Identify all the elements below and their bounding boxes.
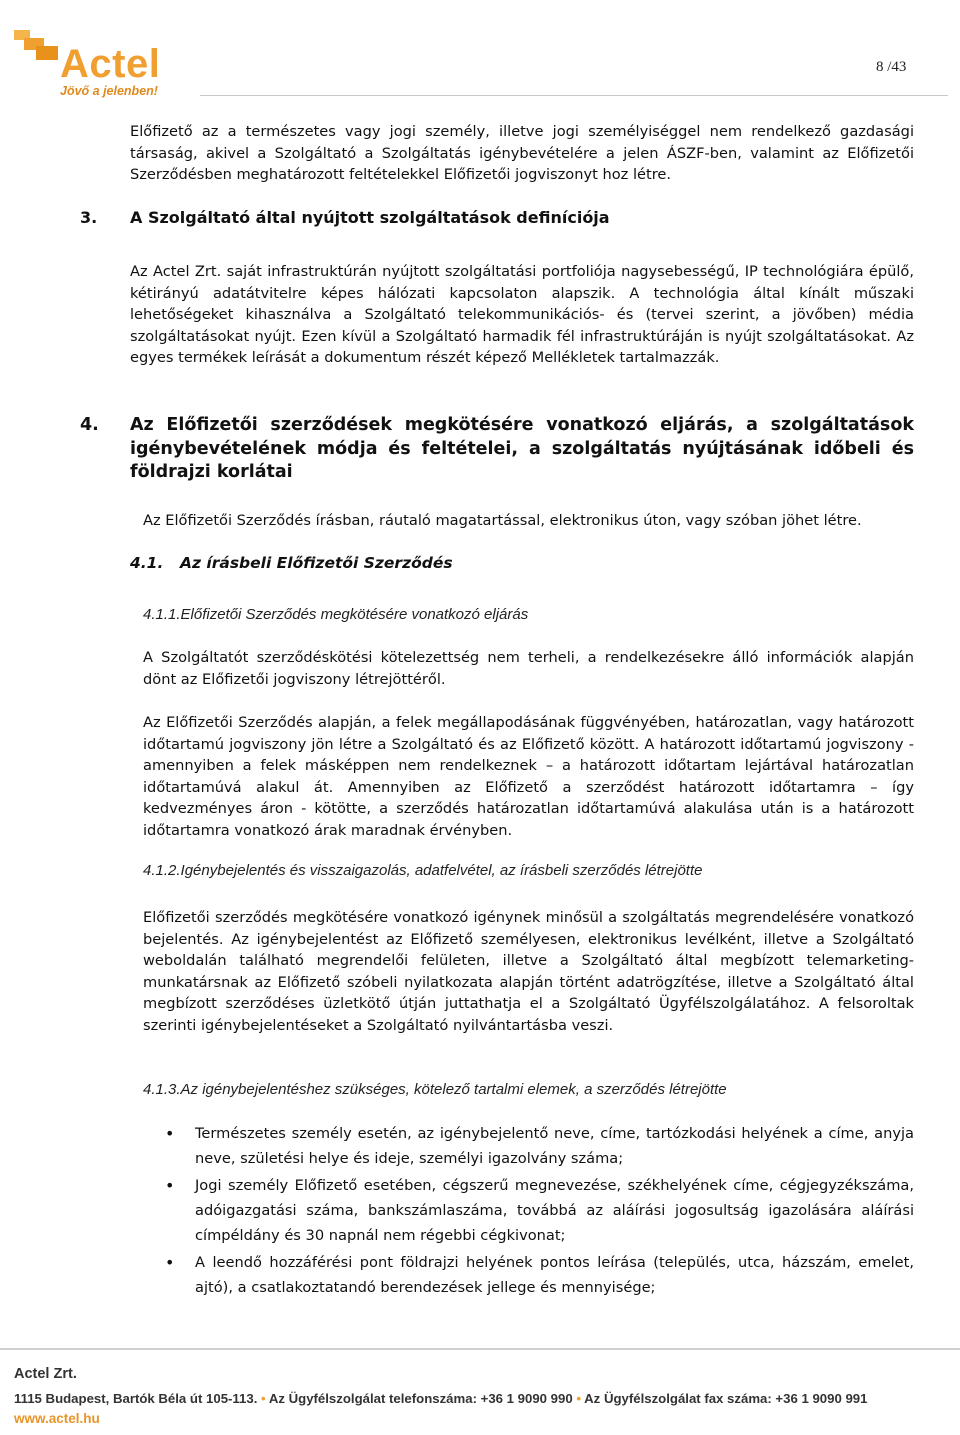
footer-contact-line: [14, 1391, 867, 1406]
section-3-title: A Szolgáltató által nyújtott szolgáltatások definíciója: [130, 208, 610, 227]
section-4-1-1-paragraph-1: A Szolgáltatót szerződéskötési kötelezettség nem terheli, a rendelkezésekre álló információk alapján dönt az Előfizetői jogviszony létrejöttéről.: [143, 649, 914, 688]
section-3-number: 3.: [80, 208, 98, 227]
footer-fax: Az Ügyfélszolgálat fax száma: +36 1 9090 991: [584, 1391, 868, 1406]
list-item: • Jogi személy Előfizető esetében, cégszerű megnevezése, székhelyének címe, cégjegyzékszáma, adóigazgatási száma, bankszámlaszáma, továbbá az aláírási jogosultság igazolására aláírási címpéldány és 30 napnál nem régebbi cégkivonat;: [143, 1173, 914, 1248]
logo-wordmark: Actel: [60, 42, 161, 86]
list-item: • Természetes személy esetén, az igénybejelentő neve, címe, tartózkodási helyének a címe, anyja neve, születési helye és ideje, személyi igazolvány száma;: [143, 1121, 914, 1171]
footer-separator-icon: •: [261, 1391, 266, 1406]
footer-address: 1115 Budapest, Bartók Béla út 105-113.: [14, 1391, 258, 1406]
section-4-number: 4.: [80, 415, 99, 435]
section-4-1-number: 4.1.: [130, 554, 164, 572]
footer-separator-icon: •: [576, 1391, 581, 1406]
section-4-1-1-heading: 4.1.1.Előfizetői Szerződés megkötésére vonatkozó eljárás: [143, 606, 529, 623]
header-divider: [200, 95, 948, 96]
intro-paragraph: Előfizető az a természetes vagy jogi személy, illetve jogi személyiséggel nem rendelkező gazdasági társaság, akivel a Szolgáltató a Szolgáltatás igénybevételére a jelen ÁSZF-ben, valamint az Előfizetői Szerződésben meghatározott feltételekkel Előfizetői jogviszonyt hoz létre.: [130, 123, 914, 183]
section-4-paragraph: Az Előfizetői Szerződés írásban, ráutaló magatartással, elektronikus úton, vagy szóban jöhet létre.: [143, 512, 862, 529]
section-4-1-1-paragraph-2: Az Előfizetői Szerződés alapján, a felek megállapodásának függvényében, határozatlan, vagy határozott időtartamú jogviszony jön létre a Szolgáltató és az Előfizető között. A határozott időtartamú jogviszony - amennyiben a felek másképpen nem rendelkeznek – a határozott időtartam lejártával határozatlan időtartamúvá alakul át. Amennyiben az Előfizető a szerződést határozott időtartamra – így kedvezményes áron - kötötte, a szerződés határozatlan időtartamúvá alakulása után is a határozott időtartamra vonatkozó árak maradnak érvényben.: [143, 714, 914, 839]
footer-website-link[interactable]: www.actel.hu: [14, 1411, 100, 1426]
list-item: • A leendő hozzáférési pont földrajzi helyének pontos leírása (település, utca, házszám, emelet, ajtó), a csatlakoztatandó berendezések jellege és mennyisége;: [143, 1250, 914, 1300]
footer-company: Actel Zrt.: [14, 1366, 77, 1382]
section-4-1-2-paragraph: Előfizetői szerződés megkötésére vonatkozó igénynek minősül a szolgáltatás megrendelésére vonatkozó bejelentés. Az igénybejelentést az Előfizető személyesen, elektronikus levélként, illetve a Szolgáltató weboldalán található megrendelői felületen, illetve a Szolgáltató által megbízott telemarketing-munkatársnak az Előfizető szóbeli nyilatkozata alapján történt adatrögzítése, illetve a Szolgáltató által megbízott szerződéses üzletkötő útján juttathatja el a Szolgáltató Ügyfélszolgálatához. A felsoroltak szerinti igénybejelentéseket a Szolgáltató nyilvántartásba veszi.: [143, 909, 914, 1034]
section-4-title: Az Előfizetői szerződések megkötésére vonatkozó eljárás, a szolgáltatások igénybevételének módja és feltételei, a szolgáltatás nyújtásának időbeli és földrajzi korlátai: [130, 415, 914, 482]
footer-divider: [0, 1348, 960, 1350]
page-number: 8 /43: [876, 59, 907, 75]
section-4-1-3-bullet-list: [143, 1121, 914, 1302]
footer-phone: Az Ügyfélszolgálat telefonszáma: +36 1 9090 990: [268, 1391, 573, 1406]
logo-tagline: Jövő a jelenben!: [60, 84, 158, 98]
section-4-1-3-heading: 4.1.3.Az igénybejelentéshez szükséges, kötelező tartalmi elemek, a szerződés létrejötte: [143, 1081, 727, 1098]
section-4-1-title: Az írásbeli Előfizetői Szerződés: [180, 554, 453, 572]
section-3-paragraph: Az Actel Zrt. saját infrastruktúrán nyújtott szolgáltatási portfoliója nagysebességű, IP technológiára épülő, kétirányú adatátvitelre képes hálózati kapcsolaton alapszik. A technológia által kínált műszaki lehetőségeket kihasználva a Szolgáltató telekommunikációs- és (tervei szerint, a jövőben) média szolgáltatásokat nyújt. Ezen kívül a Szolgáltató harmadik fél infrastruktúráján is nyújt szolgáltatásokat. Az egyes termékek leírását a dokumentum részét képező Mellékletek tartalmazzák.: [130, 263, 914, 366]
section-4-1-2-heading: 4.1.2.Igénybejelentés és visszaigazolás, adatfelvétel, az írásbeli szerződés létrejötte: [143, 862, 703, 879]
